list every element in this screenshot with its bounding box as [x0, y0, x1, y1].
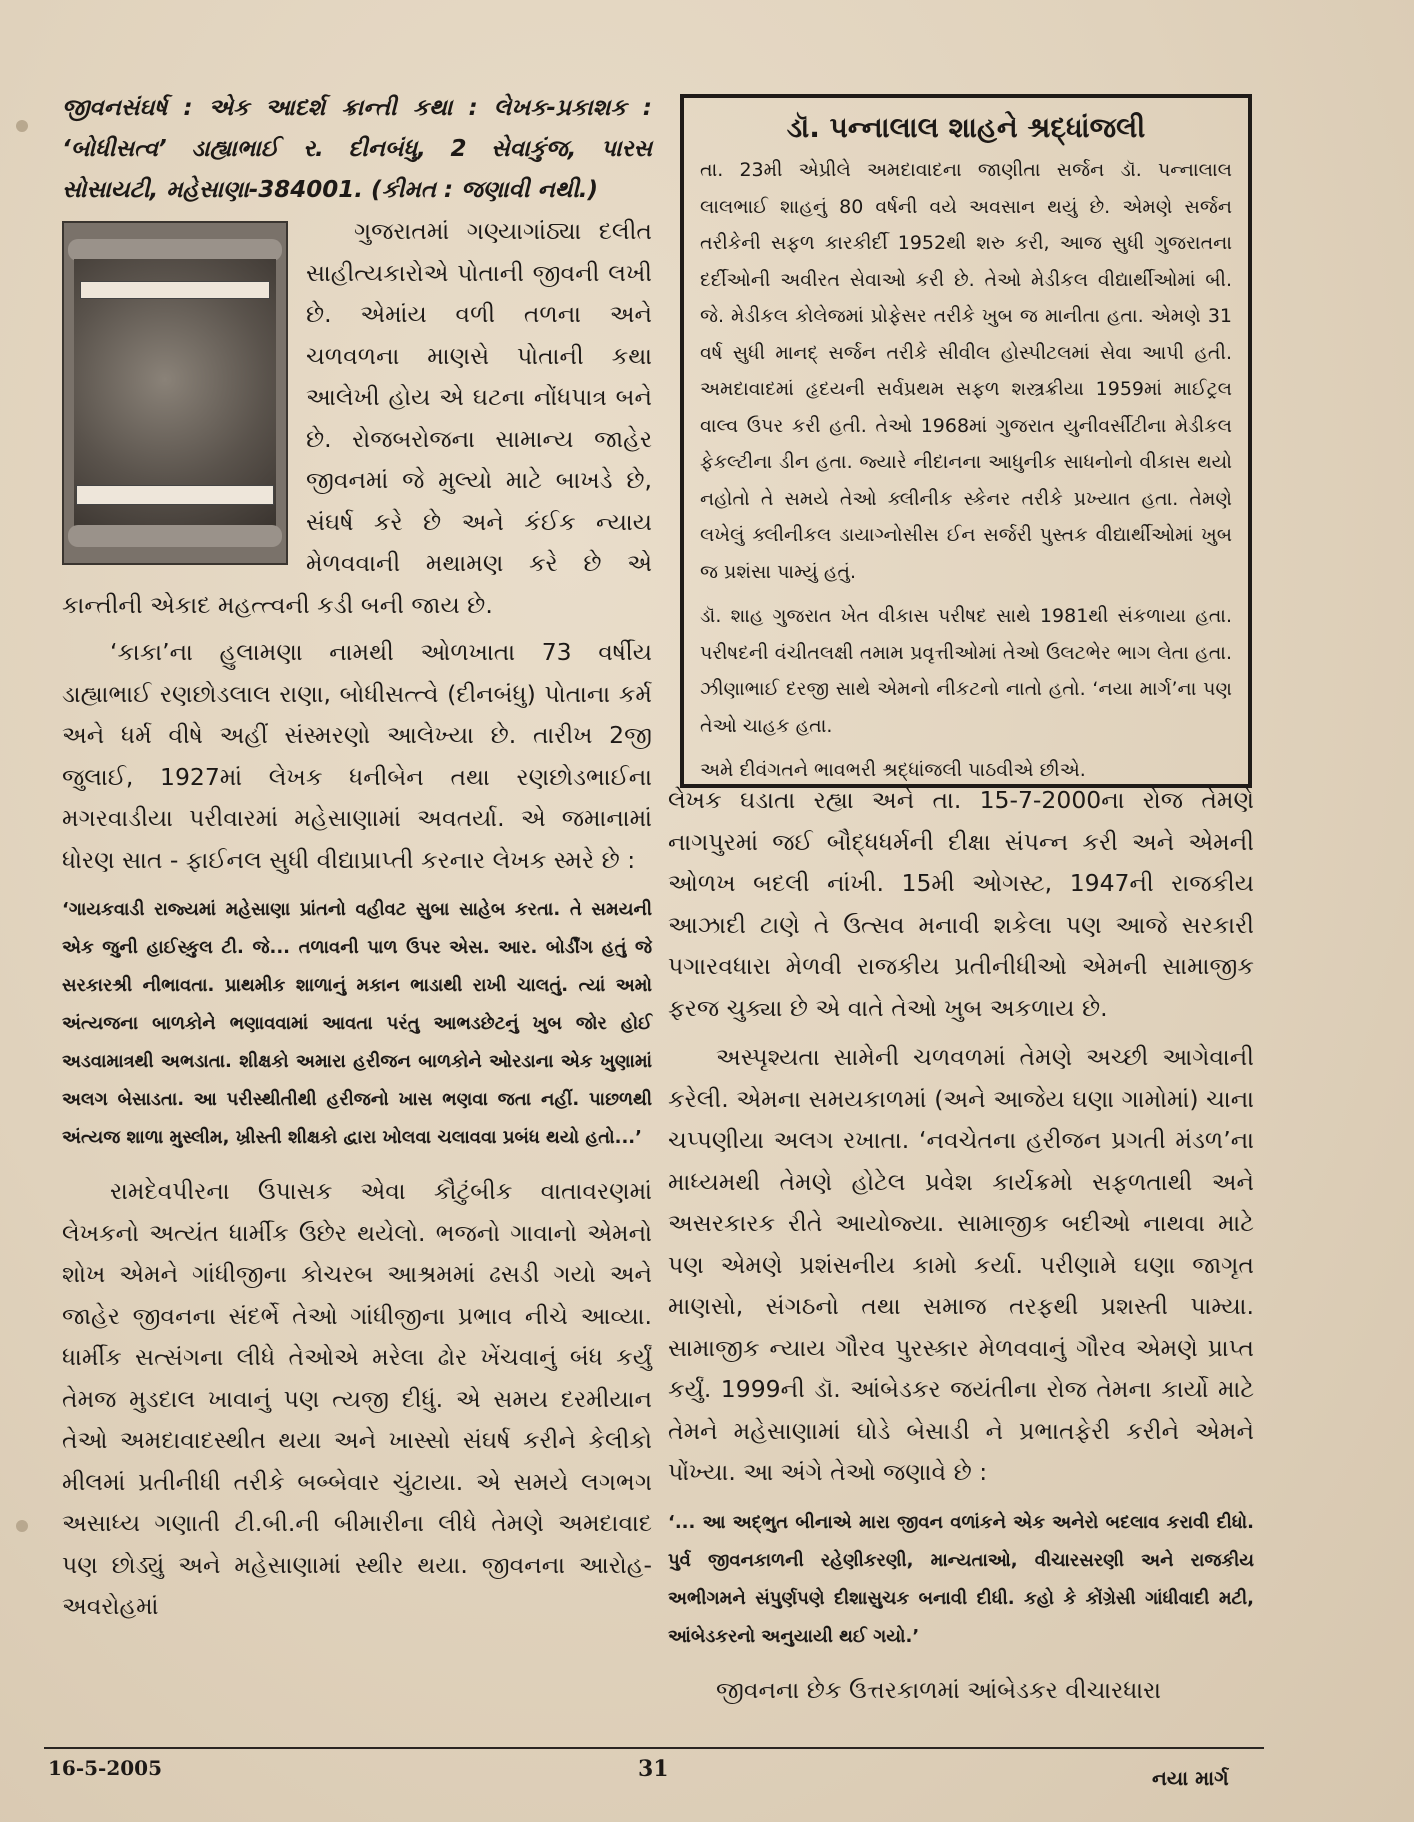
- right-column: [668, 780, 1254, 1711]
- issue-date: 16-5-2005: [48, 1756, 163, 1780]
- review-paragraph: જીવનના છેક ઉત્તરકાળમાં આંબેડકર વીચારધારા: [716, 1675, 1162, 1704]
- tribute-title: ડૉ. પન્નાલાલ શાહને શ્રદ્ધાંજલી: [786, 111, 1146, 144]
- binding-hole: [16, 1520, 28, 1532]
- author-quote: ‘... આ અદ્ભુત બીનાએ મારા જીવન વળાંકને એક અનેરો બદલાવ કરાવી દીધો. પુર્વ જીવનકાળની રહેણીકરણી, માન્યતાઓ, વીચારસરણી અને રાજકીય અભીગમને સંપુર્ણપણે દીશાસુચક બનાવી દીધી. કહો કે કોંગ્રેસી ગાંધીવાદી મટી, આંબેડકરનો અનુયાયી થઈ ગયો.’: [668, 1511, 1254, 1647]
- book-cover-image: [62, 221, 288, 565]
- left-column: [62, 88, 652, 1628]
- tribute-paragraph: ડૉ. શાહ ગુજરાત ખેત વીકાસ પરીષદ સાથે 1981થી સંકળાયા હતા. પરીષદની વંચીતલક્ષી તમામ પ્રવૃત્તીઓમાં તેઓ ઉલટભેર ભાગ લેતા હતા. ઝીણાભાઈ દરજી સાથે એમનો નીકટનો નાતો હતો. ‘નયા માર્ગ’ના પણ તેઓ ચાહક હતા.: [700, 605, 1232, 737]
- footer-divider: [44, 1747, 1264, 1749]
- tribute-closing: અમે દીવંગતને ભાવભરી શ્રદ્ધાંજલી પાઠવીએ છીએ.: [700, 759, 1086, 781]
- review-paragraph: લેખક ઘડાતા રહ્યા અને તા. 15-7-2000ના રોજ તેમણે નાગપુરમાં જઈ બૌદ્ધધર્મની દીક્ષા સંપન્ન કરી અને એમની ઓળખ બદલી નાંખી. 15મી ઓગસ્ટ, 1947ની રાજકીય આઝાદી ટાણે તે ઉત્સવ મનાવી શકેલા પણ આજે સરકારી પગારવધારા મેળવી રાજકીય પ્રતીનીધીઓ એમની સામાજીક ફરજ ચુક્યા છે એ વાતે તેઓ ખુબ અકળાય છે.: [668, 786, 1254, 1022]
- review-paragraph: રામદેવપીરના ઉપાસક એવા કૌટુંબીક વાતાવરણમાં લેખકનો અત્યંત ધાર્મીક ઉછેર થયેલો. ભજનો ગાવાનો એમનો શોખ એમને ગાંધીજીના કોચરબ આશ્રમમાં ઢસડી ગયો અને જાહેર જીવનના સંદર્ભે તેઓ ગાંધીજીના પ્રભાવ નીચે આવ્યા. ધાર્મીક સત્સંગના લીધે તેઓએ મરેલા ઢોર ખેંચવાનું બંધ કર્યું તેમજ મુડદાલ ખાવાનું પણ ત્યજી દીધું. એ સમય દરમીયાન તેઓ અમદાવાદસ્થીત થયા અને ખાસ્સો સંઘર્ષ કરીને કેલીકો મીલમાં પ્રતીનીધી તરીકે બબ્બેવાર ચુંટાયા. એ સમયે લગભગ અસાધ્ય ગણાતી ટી.બી.ની બીમારીના લીધે તેમણે અમદાવાદ પણ છોડ્યું અને મહેસાણામાં સ્થીર થયા. જીવનના આરોહ-અવરોહમાં: [62, 1177, 652, 1620]
- magazine-title: નયા માર્ગ: [1152, 1766, 1229, 1790]
- page-number: 31: [638, 1756, 669, 1782]
- review-paragraph: અસ્પૃશ્યતા સામેની ચળવળમાં તેમણે અચ્છી આગેવાની કરેલી. એમના સમયકાળમાં (અને આજેય ઘણા ગામોમાં) ચાના ચપ્પણીયા અલગ રખાતા. ‘નવચેતના હરીજન પ્રગતી મંડળ’ના માધ્યમથી તેમણે હોટેલ પ્રવેશ કાર્યક્રમો સફળતાથી અને અસરકારક રીતે આયોજ્યા. સામાજીક બદીઓ નાથવા માટે પણ એમણે પ્રશંસનીય કામો કર્યા. પરીણામે ઘણા જાગૃત માણસો, સંગઠનો તથા સમાજ તરફથી પ્રશસ્તી પામ્યા. સામાજીક ન્યાય ગૌરવ પુરસ્કાર મેળવવાનું ગૌરવ એમણે પ્રાપ્ત કર્યું. 1999ની ડૉ. આંબેડકર જયંતીના રોજ તેમના કાર્યો માટે તેમને મહેસાણામાં ઘોડે બેસાડી ને પ્રભાતફેરી કરીને એમને પોંખ્યા. આ અંગે તેઓ જણાવે છે :: [668, 1043, 1254, 1486]
- review-intro-paragraph: ગુજરાતમાં ગણ્યાગાંઠ્યા દલીત સાહીત્યકારોએ પોતાની જીવની લખી છે. એમાંય વળી તળના અને ચળવળના માણસે પોતાની કથા આલેખી હોય એ ઘટના નોંધપાત્ર બને છે. રોજબરોજના સામાન્ય જાહેર જીવનમાં જે મુલ્યો માટે બાખડે છે, સંઘર્ષ કરે છે અને કંઈક ન્યાય મેળવવાની મથામણ કરે છે એ કાન્તીની એકાદ મહત્ત્વની કડી બની જાય છે.: [62, 217, 652, 619]
- author-quote: ‘ગાયકવાડી રાજ્યમાં મહેસાણા પ્રાંતનો વહીવટ સુબા સાહેબ કરતા. તે સમયની એક જુની હાઈસ્કુલ ટી. જે... તળાવની પાળ ઉપર એસ. આર. બોર્ડીંગ હતું જે સરકારશ્રી નીભાવતા. પ્રાથમીક શાળાનું મકાન ભાડાથી રાખી ચાલતું. ત્યાં અમો અંત્યજના બાળકોને ભણાવવામાં આવતા પરંતુ આભડછેટનું ખુબ જોર હોઈ અડવામાત્રથી અભડાતા. શીક્ષકો અમારા હરીજન બાળકોને ઓરડાના એક ખુણામાં અલગ બેસાડતા. આ પરીસ્થીતીથી હરીજનો ખાસ ભણવા જતા નહીં. પાછળથી અંત્યજ શાળા મુસ્લીમ, ખ્રીસ્તી શીક્ષકો દ્વારા ખોલવા ચલાવવા પ્રબંધ થયો હતો...’: [62, 899, 652, 1148]
- tribute-box: [680, 94, 1252, 788]
- book-review-heading: જીવનસંઘર્ષ : એક આદર્શ ક્રાન્તી કથા : લેખક-પ્રકાશક : ‘બોધીસત્વ’ ડાહ્યાભાઈ ર. દીનબંધુ, 2 સેવાકુંજ, પારસ સોસાયટી, મહેસાણા-384001. (કીમત : જણાવી નથી.): [62, 95, 652, 203]
- tribute-paragraph: તા. 23મી એપ્રીલે અમદાવાદના જાણીતા સર્જન ડૉ. પન્નાલાલ લાલભાઈ શાહનું 80 વર્ષની વયે અવસાન થયું છે. એમણે સર્જન તરીકેની સફળ કારકીર્દી 1952થી શરુ કરી, આજ સુધી ગુજરાતના દર્દીઓની અવીરત સેવાઓ કરી છે. તેઓ મેડીકલ વીદ્યાર્થીઓમાં બી. જે. મેડીકલ કોલેજમાં પ્રોફેસર તરીકે ખુબ જ માનીતા હતા. એમણે 31 વર્ષ સુધી માનદ્ સર્જન તરીકે સીવીલ હોસ્પીટલમાં સેવા આપી હતી. અમદાવાદમાં હૃદયની સર્વપ્રથમ સફળ શસ્ત્રક્રીયા 1959માં માઈટ્રલ વાલ્વ ઉપર કરી હતી. તેઓ 1968માં ગુજરાત યુનીવર્સીટીના મેડીકલ ફેકલ્ટીના ડીન હતા. જ્યારે નીદાનના આધુનીક સાધનોનો વીકાસ થયો નહોતો તે સમયે તેઓ ક્લીનીક સ્કેનર તરીકે પ્રખ્યાત હતા. તેમણે લખેલું ક્લીનીકલ ડાયાગ્નોસીસ ઈન સર્જરી પુસ્તક વીદ્યાર્થીઓમાં ખુબ જ પ્રશંસા પામ્યું હતું.: [700, 159, 1232, 583]
- review-paragraph: ‘કાકા’ના હુલામણા નામથી ઓળખાતા 73 વર્ષીય ડાહ્યાભાઈ રણછોડલાલ રાણા, બોધીસત્ત્વે (દીનબંધુ) પોતાના કર્મ અને ધર્મ વીષે અહીં સંસ્મરણો આલેખ્યા છે. તારીખ 2જી જુલાઈ, 1927માં લેખક ધનીબેન તથા રણછોડભાઈના મગરવાડીયા પરીવારમાં મહેસાણામાં અવતર્યા. એ જમાનામાં ધોરણ સાત - ફાઈનલ સુધી વીદ્યાપ્રાપ્તી કરનાર લેખક સ્મરે છે :: [62, 638, 652, 874]
- binding-hole: [16, 120, 28, 132]
